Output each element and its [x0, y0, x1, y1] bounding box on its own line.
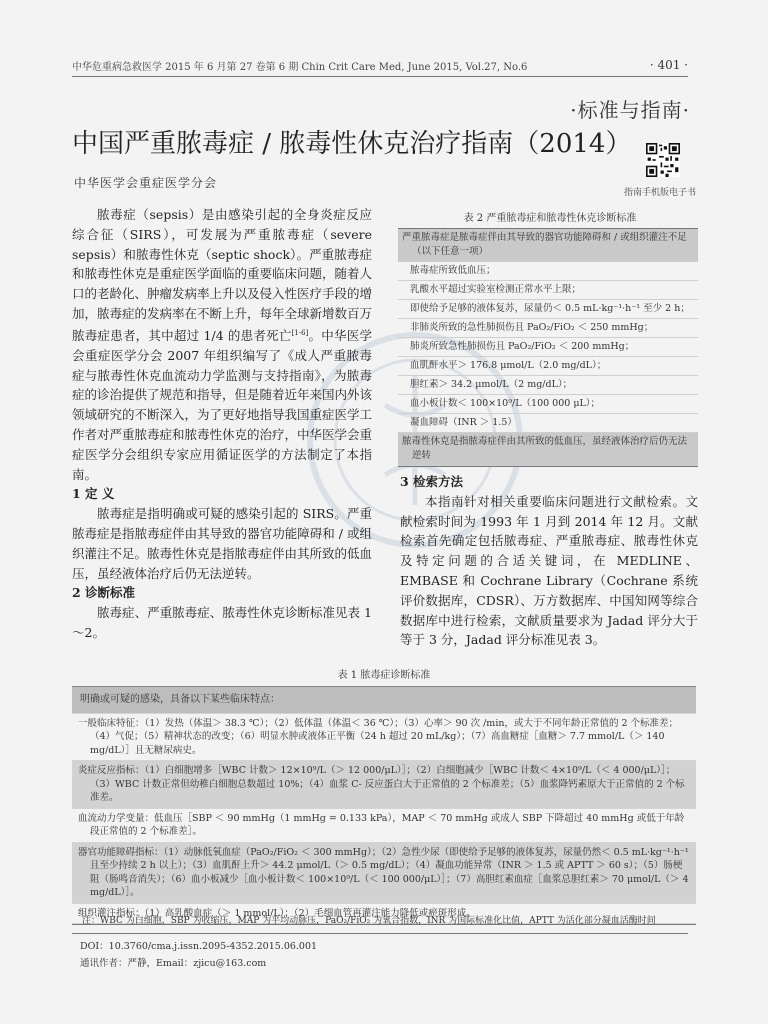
search-paragraph: 本指南针对相关重要临床问题进行文献检索。文献检索时间为 1993 年 1 月到 2014 年 12 月。文献检索首先确定包括脓毒症、严重脓毒症、脓毒性休克及特定问题的合适关键词，在 MEDLINE、EMBASE 和 Cochrane Library（Cochrane 系统评价数据库，CDSR）、万方数据库、中国知网等综合数据库中进行检索，文献质量要求为 Jadad 评分大于等于 3 分，Jadad 评分标准见表 3。	[400, 493, 698, 648]
corresponding-author[interactable]: 通讯作者：严静，Email：zjicu@163.com	[80, 958, 267, 969]
table2-foot: 脓毒性休克是指脓毒症伴由其所致的低血压，虽经液体治疗后仍无法逆转	[398, 433, 698, 466]
table1-row: 一般临床特征：（1）发热（体温＞ 38.3 ℃）；（2）低体温（体温＜ 36 ℃）；（3）心率＞ 90 次 /min，或大于不同年龄正常值的 2 个标准差；（4）气促；（5）精神状态的改变；（6）明显水肿或液体正平衡（24 h 超过 20 mL/kg）；（7）高血糖症［血糖＞ 7.7 mmol/L（＞ 140 mg/dL）］且无糖尿病史。	[72, 714, 696, 762]
definition-paragraph: 脓毒症是指明确或可疑的感染引起的 SIRS。严重脓毒症是指脓毒症伴由其导致的器官功能障碍和 / 或组织灌注不足。脓毒性休克是指脓毒症伴由其所致的低血压，虽经液体治疗后仍无法逆转。	[72, 506, 373, 581]
section-label: ·标准与指南·	[570, 98, 690, 122]
right-column	[400, 472, 698, 650]
table2-row: 胆红素＞ 34.2 μmol/L（2 mg/dL）；	[398, 376, 698, 395]
table1-row: 血流动力学变量：低血压［SBP ＜ 90 mmHg（1 mmHg = 0.133 kPa），MAP ＜ 70 mmHg 或成人 SBP 下降超过 40 mmHg 或低于年龄段正常值的 2 个标准差］。	[72, 809, 696, 843]
table2-row: 非肺炎所致的急性肺损伤且 PaO₂/FiO₂ ＜ 250 mmHg；	[398, 319, 698, 338]
left-column	[72, 205, 372, 643]
author-org: 中华医学会重症医学分会	[74, 176, 218, 190]
intro-text-b: 。中华医学会重症医学分会 2007 年组织编写了《成人严重脓毒症与脓毒性休克血流动力学监测与支持指南》，为脓毒症的诊治提供了规范和指导，但是随着近年来国内外该领域研究的不断深入，为了更好地指导我国重症医学工作者对严重脓毒症和脓毒性休克的治疗，中华医学会重症医学分会组织专家应用循证医学的方法制定了本指南。	[72, 327, 373, 482]
header-rule	[72, 76, 688, 77]
citation-ref[interactable]: [1-6]	[291, 328, 309, 337]
heading-definition: 1 定 义	[72, 486, 115, 502]
table2-row: 即使给予足够的液体复苏，尿量仍＜ 0.5 mL·kg⁻¹·h⁻¹ 至少 2 h；	[398, 300, 698, 319]
table2-row: 血小板计数＜ 100×10⁹/L（100 000 μL）；	[398, 395, 698, 414]
table1-row: 器官功能障碍指标：（1）动脉低氧血症（PaO₂/FiO₂ ＜ 300 mmHg）；（2）急性少尿（即使给予足够的液体复苏，尿量仍然＜ 0.5 mL·kg⁻¹·h⁻¹ 且至少持续 2 h 以上）；（3）血肌酐上升＞ 44.2 μmol/L（＞ 0.5 mg/dL）；（4）凝血功能异常（INR ＞ 1.5 或 APTT ＞ 60 s）；（5）肠梗阻（肠鸣音消失）；（6）血小板减少［血小板计数＜ 100×10⁹/L（＜ 100 000/μL）］；（7）高胆红素血症［血浆总胆红素＞ 70 μmol/L（＞ 4 mg/dL）］。	[72, 843, 696, 904]
running-header: 中华危重病急救医学 2015 年 6 月第 27 卷第 6 期 Chin Crit Care Med, June 2015, Vol.27, No.6	[72, 62, 528, 73]
qr-code-icon[interactable]	[646, 143, 680, 177]
table2-row: 乳酸水平超过实验室检测正常水平上限；	[398, 281, 698, 300]
article-title: 中国严重脓毒症 / 脓毒性休克治疗指南（2014）	[72, 129, 632, 159]
page-number: · 401 ·	[649, 58, 688, 72]
table2-head: 严重脓毒症是脓毒症伴由其导致的器官功能障碍和 / 或组织灌注不足（以下任意一项）	[398, 229, 698, 262]
table2	[398, 228, 698, 467]
intro-text-a: 脓毒症（sepsis）是由感染引起的全身炎症反应综合征（SIRS），可发展为严重脓毒症（severe sepsis）和脓毒性休克（septic shock）。严重脓毒症和脓毒性休克是重症医学面临的重要临床问题，随着人口的老龄化、肿瘤发病率上升以及侵入性医疗手段的增加，脓毒症的发病率在不断上升，每年全球新增数百万脓毒症患者，其中超过 1/4 的患者死亡	[72, 207, 373, 343]
table2-row: 血肌酐水平＞ 176.8 μmol/L（2.0 mg/dL）；	[398, 357, 698, 376]
qr-caption: 指南手机版电子书	[623, 188, 696, 198]
table1-note: 注：WBC 为白细胞，SBP 为收缩压，MAP 为平均动脉压，PaO₂/FiO₂ 为氧合指数，INR 为国际标准化比值，APTT 为活化部分凝血活酶时间	[82, 916, 656, 926]
intro-paragraph	[72, 205, 372, 484]
table2-row: 凝血障碍（INR ＞ 1.5）	[398, 414, 698, 433]
table1	[72, 686, 696, 925]
footer-rule	[72, 933, 688, 934]
heading-diagnosis: 2 诊断标准	[72, 585, 136, 601]
doi[interactable]: DOI：10.3760/cma.j.issn.2095-4352.2015.06.001	[80, 941, 318, 952]
table2-row: 脓毒症所致低血压；	[398, 262, 698, 281]
table2-row: 肺炎所致急性肺损伤且 PaO₂/FiO₂ ＜ 200 mmHg；	[398, 338, 698, 357]
table1-head: 明确或可疑的感染，具备以下某些临床特点：	[72, 686, 696, 714]
table2-caption: 表 2 严重脓毒症和脓毒性休克诊断标准	[463, 213, 637, 224]
table1-caption: 表 1 脓毒症诊断标准	[337, 670, 431, 681]
table1-row: 炎症反应指标：（1）白细胞增多［WBC 计数＞ 12×10⁹/L（＞ 12 000/μL）］；（2）白细胞减少［WBC 计数＜ 4×10⁹/L（＜ 4 000/μL）］；（3）WBC 计数正常但幼稚白细胞总数超过 10%；（4）血浆 C- 反应蛋白大于正常值的 2 个标准差；（5）血浆降钙素原大于正常值的 2 个标准差。	[72, 761, 696, 809]
table1-row: 组织灌注指标：（1）高乳酸血症（＞ 1 mmol/L）；（2）毛细血管再灌注能力降低或瘀斑形成。	[72, 904, 696, 925]
diagnosis-paragraph: 脓毒症、严重脓毒症、脓毒性休克诊断标准见表 1～2。	[72, 605, 372, 640]
heading-search: 3 检索方法	[400, 474, 464, 489]
